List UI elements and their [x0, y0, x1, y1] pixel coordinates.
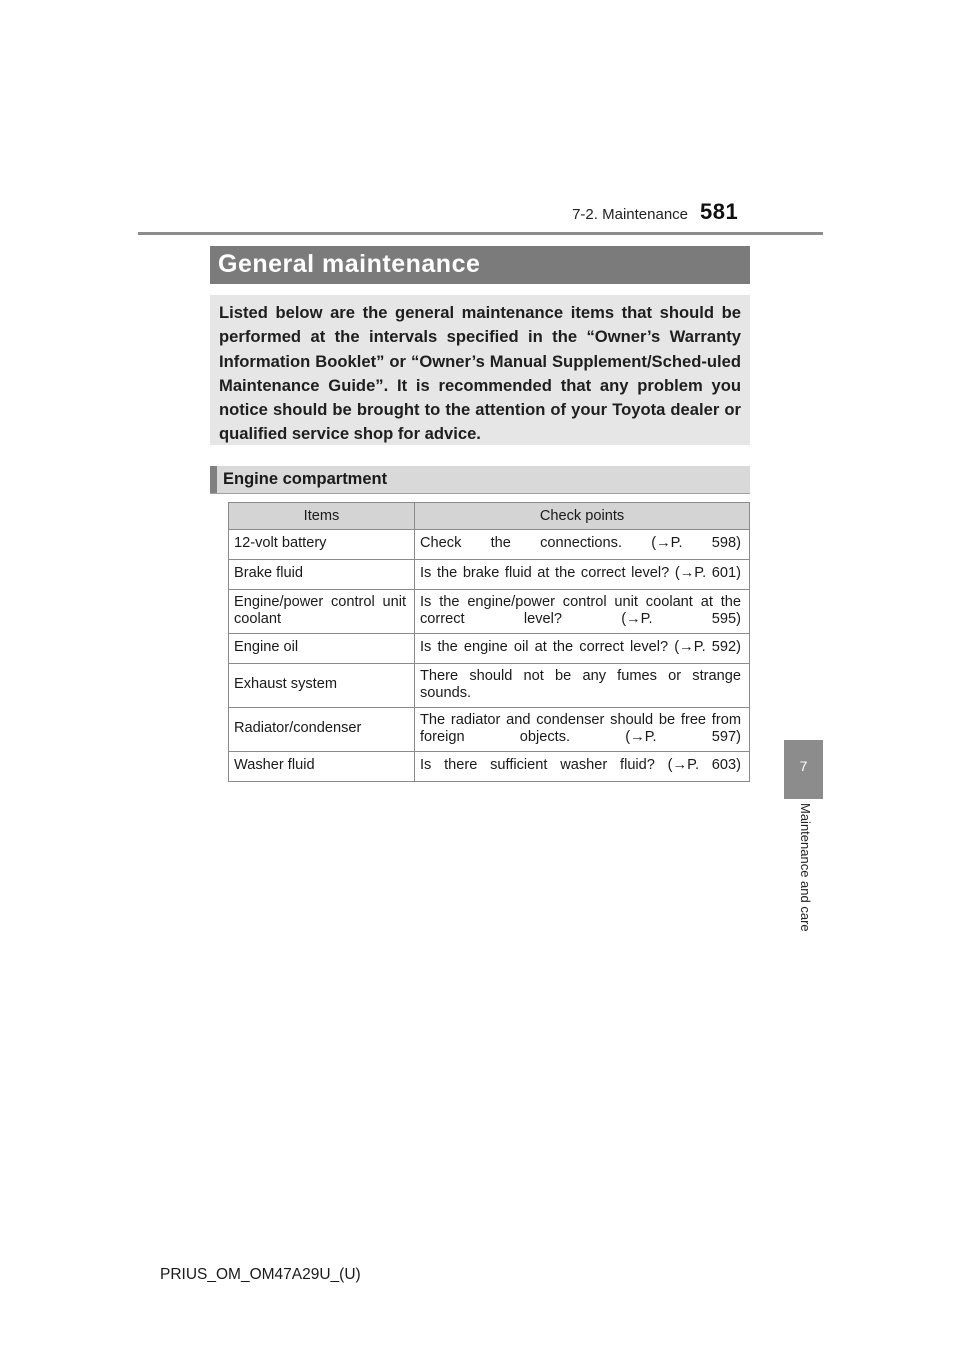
row-check: There should not be any fumes or strange sounds.	[415, 664, 750, 708]
table-row	[229, 752, 750, 782]
header-items: Items	[229, 503, 415, 530]
row-item: Exhaust system	[229, 664, 415, 708]
subsection-underline	[210, 493, 750, 494]
row-item: Engine oil	[229, 634, 415, 664]
intro-box	[210, 295, 750, 445]
subsection-accent	[210, 466, 217, 493]
row-check: The radiator and condenser should be free from foreign objects. (→P. 597)	[415, 708, 750, 752]
header-divider	[138, 232, 823, 235]
table-header-row	[229, 503, 750, 530]
row-check: Check the connections. (→P. 598)	[415, 530, 750, 560]
page-title: General maintenance	[218, 250, 481, 278]
chapter-label-container	[798, 803, 814, 953]
chapter-label: Maintenance and care	[798, 803, 813, 932]
row-item: Engine/power control unit coolant	[234, 593, 406, 627]
row-check: Is the engine oil at the correct level? (→P. 592)	[415, 634, 750, 664]
row-check: Is there sufficient washer fluid? (→P. 603)	[415, 752, 750, 782]
intro-text: Listed below are the general maintenance items that should be performed at the intervals specified in the “Owner’s Warranty Information Booklet” or “Owner’s Manual Supplement/Sched-uled Maintenance Guide”. It is recommended that any problem you notice should be brought to the attention of your Toyota dealer or qualified service shop for advice.	[219, 303, 741, 444]
row-item: Radiator/condenser	[229, 708, 415, 752]
chapter-number: 7	[799, 758, 808, 774]
page-number: 581	[700, 199, 739, 224]
row-item: Washer fluid	[229, 752, 415, 782]
section-label: 7-2. Maintenance	[572, 206, 688, 223]
header-check-points: Check points	[415, 503, 750, 530]
table-row	[229, 634, 750, 664]
table-row	[229, 560, 750, 590]
table-row	[229, 530, 750, 560]
table-row	[229, 590, 750, 634]
row-item: 12-volt battery	[229, 530, 415, 560]
row-item: Brake fluid	[229, 560, 415, 590]
maintenance-table	[228, 502, 750, 782]
document-code: PRIUS_OM_OM47A29U_(U)	[160, 1266, 361, 1283]
row-check: Is the engine/power control unit coolant at the correct level? (→P. 595)	[415, 590, 750, 634]
row-check: Is the brake fluid at the correct level? (→P. 601)	[415, 560, 750, 590]
table-row	[229, 664, 750, 708]
table-row	[229, 708, 750, 752]
subsection-title: Engine compartment	[223, 470, 388, 488]
